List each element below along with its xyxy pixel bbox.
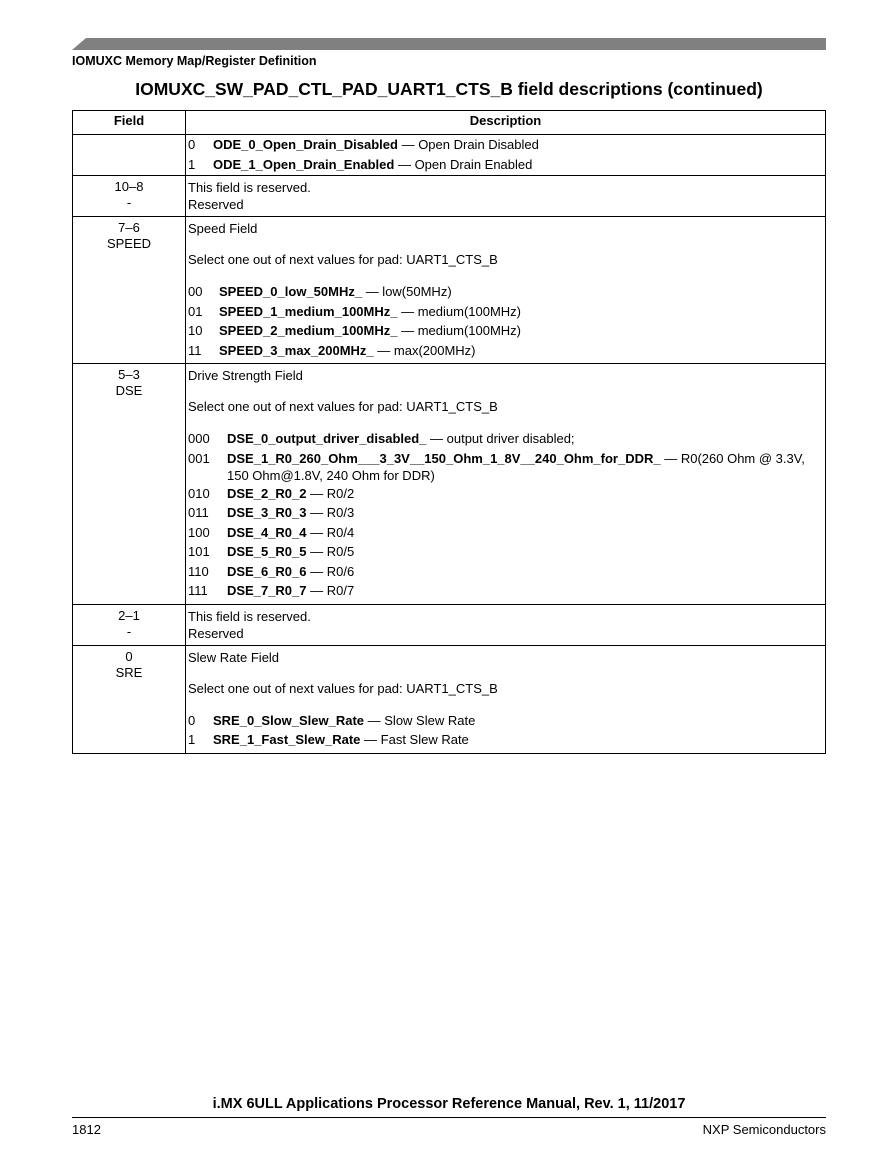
value-text: — Slow Slew Rate xyxy=(364,712,476,728)
value-text: — R0/3 xyxy=(306,505,355,520)
field-cell xyxy=(73,176,186,217)
value-item xyxy=(188,542,821,562)
description-cell xyxy=(186,176,826,217)
field-bits: 0 xyxy=(125,648,133,664)
value-item xyxy=(188,155,821,175)
value-code: 111 xyxy=(188,583,208,598)
value-name: DSE_7_R0_7 xyxy=(227,583,307,598)
value-item xyxy=(188,429,821,449)
section-header: IOMUXC Memory Map/Register Definition xyxy=(72,54,317,68)
select-note: Select one out of next values for pad: UART1_CTS_B xyxy=(188,252,498,267)
table-header-row xyxy=(73,111,826,135)
value-code: 01 xyxy=(188,303,203,319)
description-cell xyxy=(186,135,826,176)
value-name: DSE_4_R0_4 xyxy=(227,524,307,540)
value-name: DSE_6_R0_6 xyxy=(227,563,307,579)
manual-title: i.MX 6ULL Applications Processor Reference Manual, Rev. 1, 11/2017 xyxy=(212,1096,686,1112)
value-name: SPEED_0_low_50MHz_ xyxy=(219,284,363,299)
table-title: IOMUXC_SW_PAD_CTL_PAD_UART1_CTS_B field descriptions (continued) xyxy=(135,79,763,99)
value-code: 110 xyxy=(188,563,209,579)
field-name: - xyxy=(126,623,132,639)
reserved-label: Reserved xyxy=(188,197,244,212)
value-name: DSE_0_output_driver_disabled_ xyxy=(227,431,427,446)
table-row xyxy=(73,604,826,645)
value-item xyxy=(188,484,821,504)
value-item xyxy=(188,135,821,155)
value-name: ODE_1_Open_Drain_Enabled xyxy=(213,156,395,172)
value-name: DSE_5_R0_5 xyxy=(227,544,307,559)
value-item xyxy=(188,562,821,582)
description-cell xyxy=(186,604,826,645)
value-item xyxy=(188,321,821,341)
field-cell xyxy=(73,645,186,753)
field-name: DSE xyxy=(115,383,143,398)
value-code: 001 xyxy=(188,450,210,466)
value-item xyxy=(188,581,821,601)
value-code: 1 xyxy=(188,156,196,172)
value-text: — R0/7 xyxy=(306,583,355,598)
column-header-description: Description xyxy=(186,111,826,135)
value-text: — Fast Slew Rate xyxy=(360,732,469,747)
field-cell xyxy=(73,217,186,364)
field-title: Slew Rate Field xyxy=(188,649,280,665)
value-code: 0 xyxy=(188,137,196,152)
field-bits: 5–3 xyxy=(118,367,140,382)
value-text: — R0(260 Ohm @ 3.3V, 150 Ohm@1.8V, 240 Ohm for DDR) xyxy=(227,450,805,483)
value-name: SPEED_3_max_200MHz_ xyxy=(219,342,374,358)
value-name: DSE_2_R0_2 xyxy=(227,485,307,501)
select-note: Select one out of next values for pad: UART1_CTS_B xyxy=(188,680,498,696)
value-code: 011 xyxy=(188,505,209,520)
field-bits: 10–8 xyxy=(114,179,144,194)
table-row xyxy=(73,217,826,364)
header-bar xyxy=(72,38,826,50)
field-name: - xyxy=(126,195,132,210)
value-code: 010 xyxy=(188,485,210,501)
value-text: — R0/4 xyxy=(306,524,355,540)
field-bits: 7–6 xyxy=(118,220,140,235)
value-text: — medium(100MHz) xyxy=(397,303,522,319)
value-text: — R0/6 xyxy=(306,563,355,579)
description-cell xyxy=(186,645,826,753)
field-title: Drive Strength Field xyxy=(188,368,303,383)
value-item xyxy=(188,449,821,484)
value-text: — max(200MHz) xyxy=(373,342,476,358)
field-cell xyxy=(73,364,186,605)
value-text: — output driver disabled; xyxy=(426,431,575,446)
value-item xyxy=(188,523,821,543)
value-name: SRE_1_Fast_Slew_Rate xyxy=(213,732,361,747)
value-name: ODE_0_Open_Drain_Disabled xyxy=(213,137,398,152)
value-code: 1 xyxy=(188,732,196,747)
column-header-field: Field xyxy=(73,111,186,135)
table-row xyxy=(73,364,826,605)
value-name: SRE_0_Slow_Slew_Rate xyxy=(213,712,365,728)
value-text: — R0/2 xyxy=(306,485,355,501)
value-item xyxy=(188,282,821,302)
field-name: SRE xyxy=(115,664,143,680)
field-bits: 2–1 xyxy=(118,607,140,623)
value-code: 100 xyxy=(188,524,210,540)
value-text: — low(50MHz) xyxy=(362,284,452,299)
value-item xyxy=(188,730,821,750)
field-name: SPEED xyxy=(106,236,152,251)
value-code: 00 xyxy=(188,284,203,299)
value-text: — Open Drain Enabled xyxy=(394,156,533,172)
value-code: 000 xyxy=(188,431,210,446)
description-cell xyxy=(186,364,826,605)
value-item xyxy=(188,711,821,731)
field-descriptions-table xyxy=(72,110,826,754)
reserved-label: Reserved xyxy=(188,625,244,641)
value-item xyxy=(188,302,821,322)
value-item xyxy=(188,341,821,361)
value-name: DSE_1_R0_260_Ohm___3_3V__150_Ohm_1_8V__240_Ohm_for_DDR_ xyxy=(227,450,661,466)
value-item xyxy=(188,503,821,523)
field-cell xyxy=(73,604,186,645)
page-number: 1812 xyxy=(72,1122,101,1137)
table-row xyxy=(73,176,826,217)
value-code: 11 xyxy=(188,342,202,358)
value-name: DSE_3_R0_3 xyxy=(227,505,307,520)
value-code: 101 xyxy=(188,544,210,559)
description-cell xyxy=(186,217,826,364)
value-text: — R0/5 xyxy=(306,544,355,559)
value-name: SPEED_2_medium_100MHz_ xyxy=(219,323,398,338)
field-cell xyxy=(73,135,186,176)
table-row xyxy=(73,645,826,753)
value-name: SPEED_1_medium_100MHz_ xyxy=(219,303,398,319)
reserved-note: This field is reserved. xyxy=(188,608,311,624)
value-code: 0 xyxy=(188,712,196,728)
value-text: — medium(100MHz) xyxy=(397,323,522,338)
publisher-name: NXP Semiconductors xyxy=(702,1122,826,1137)
value-code: 10 xyxy=(188,323,203,338)
reserved-note: This field is reserved. xyxy=(188,180,311,195)
select-note: Select one out of next values for pad: UART1_CTS_B xyxy=(188,399,498,414)
footer-divider xyxy=(72,1117,826,1118)
field-title: Speed Field xyxy=(188,221,258,236)
value-text: — Open Drain Disabled xyxy=(397,137,539,152)
table-row xyxy=(73,135,826,176)
